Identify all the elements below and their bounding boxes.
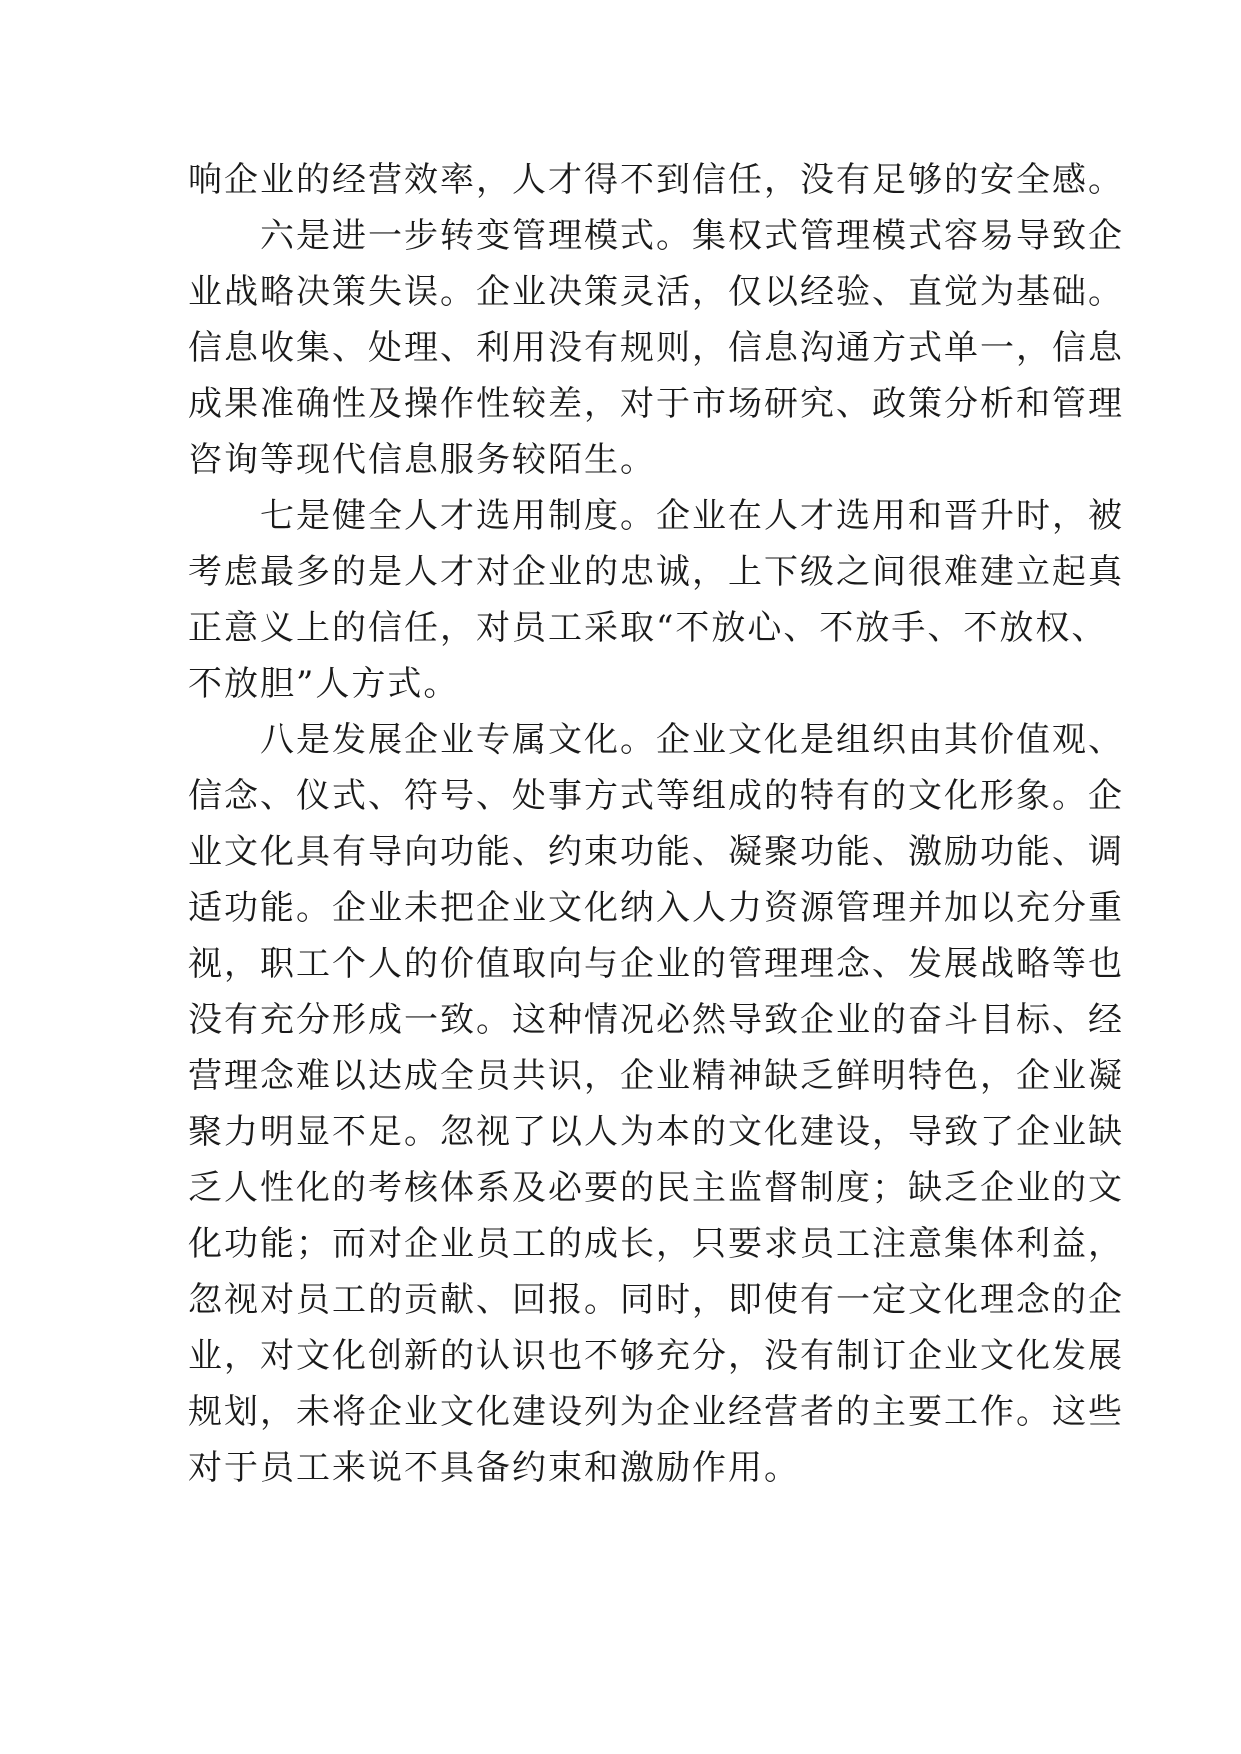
text-line: 八是发展企业专属文化。企业文化是组织由其价值观、 xyxy=(188,720,1124,760)
text-line: 成果准确性及操作性较差，对于市场研究、政策分析和管理 xyxy=(188,384,1124,424)
paragraph-2 xyxy=(188,208,1124,488)
text-line: 咨询等现代信息服务较陌生。 xyxy=(188,440,656,480)
text-line: 信念、仪式、符号、处事方式等组成的特有的文化形象。企 xyxy=(188,776,1124,816)
text-line: 规划，未将企业文化建设列为企业经营者的主要工作。这些 xyxy=(188,1392,1124,1432)
paragraph-4 xyxy=(188,712,1124,1496)
text-line: 六是进一步转变管理模式。集权式管理模式容易导致企 xyxy=(188,216,1124,256)
text-line: 化功能；而对企业员工的成长，只要求员工注意集体利益， xyxy=(188,1224,1124,1264)
paragraph-1 xyxy=(188,152,1124,208)
paragraph-3 xyxy=(188,488,1124,712)
text-line: 信息收集、处理、利用没有规则，信息沟通方式单一，信息 xyxy=(188,328,1124,368)
text-line: 业战略决策失误。企业决策灵活，仅以经验、直觉为基础。 xyxy=(188,272,1124,312)
text-line: 业，对文化创新的认识也不够充分，没有制订企业文化发展 xyxy=(188,1336,1124,1376)
text-line: 没有充分形成一致。这种情况必然导致企业的奋斗目标、经 xyxy=(188,1000,1124,1040)
text-line: 适功能。企业未把企业文化纳入人力资源管理并加以充分重 xyxy=(188,888,1124,928)
text-line: 营理念难以达成全员共识，企业精神缺乏鲜明特色，企业凝 xyxy=(188,1056,1124,1096)
text-line: 视，职工个人的价值取向与企业的管理理念、发展战略等也 xyxy=(188,944,1124,984)
text-line: 七是健全人才选用制度。企业在人才选用和晋升时，被 xyxy=(188,496,1124,536)
text-line: 正意义上的信任，对员工采取“不放心、不放手、不放权、 xyxy=(188,608,1108,648)
text-line: 忽视对员工的贡献、回报。同时，即使有一定文化理念的企 xyxy=(188,1280,1124,1320)
text-line: 考虑最多的是人才对企业的忠诚，上下级之间很难建立起真 xyxy=(188,552,1124,592)
text-line: 不放胆”人方式。 xyxy=(188,664,460,704)
text-line: 对于员工来说不具备约束和激励作用。 xyxy=(188,1448,800,1488)
text-line: 业文化具有导向功能、约束功能、凝聚功能、激励功能、调 xyxy=(188,832,1124,872)
text-line: 聚力明显不足。忽视了以人为本的文化建设，导致了企业缺 xyxy=(188,1112,1124,1152)
text-line: 响企业的经营效率，人才得不到信任，没有足够的安全感。 xyxy=(188,160,1124,200)
document-page xyxy=(188,152,1124,1496)
text-line: 乏人性化的考核体系及必要的民主监督制度；缺乏企业的文 xyxy=(188,1168,1124,1208)
